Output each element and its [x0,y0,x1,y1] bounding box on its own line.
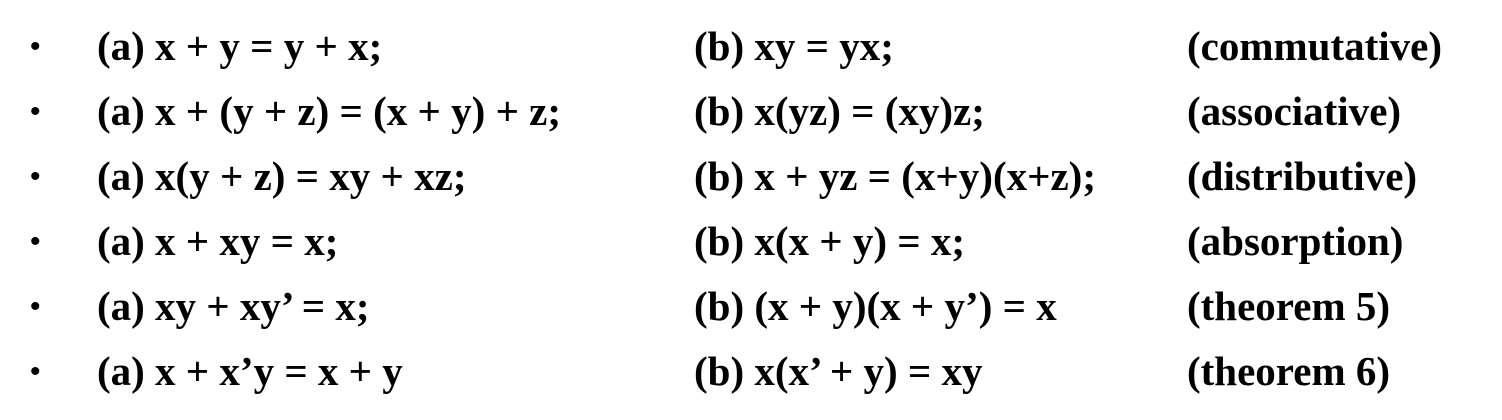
bullet-icon: • [30,95,41,128]
law-row-distributive [0,144,1502,209]
bullet-icon: • [30,30,41,63]
law-row-theorem-5 [0,274,1502,339]
law-part-a: (a) xy + xy’ = x; [97,283,370,329]
law-name: (distributive) [1187,153,1418,199]
bullet-icon: • [30,160,41,193]
law-row-commutative [0,14,1502,79]
law-part-a: (a) x + (y + z) = (x + y) + z; [97,88,562,134]
law-part-b: (b) x + yz = (x+y)(x+z); [694,153,1096,199]
bullet-icon: • [30,290,41,323]
law-name: (commutative) [1187,23,1443,69]
law-row-theorem-6 [0,339,1502,404]
law-row-absorption [0,209,1502,274]
law-list [0,14,1502,404]
law-name: (associative) [1187,88,1402,134]
law-part-b: (b) (x + y)(x + y’) = x [694,283,1057,329]
bullet-icon: • [30,225,41,258]
law-name: (absorption) [1187,218,1404,264]
law-part-a: (a) x + xy = x; [97,218,339,264]
law-part-a: (a) x + x’y = x + y [97,348,403,394]
bullet-icon: • [30,355,41,388]
law-part-b: (b) x(x’ + y) = xy [694,348,983,394]
law-row-associative [0,79,1502,144]
law-name: (theorem 5) [1187,283,1391,329]
law-part-a: (a) x(y + z) = xy + xz; [97,153,467,199]
law-part-a: (a) x + y = y + x; [97,23,383,69]
law-part-b: (b) x(yz) = (xy)z; [694,88,985,134]
law-name: (theorem 6) [1187,348,1391,394]
law-part-b: (b) xy = yx; [694,23,894,69]
law-part-b: (b) x(x + y) = x; [694,218,966,264]
